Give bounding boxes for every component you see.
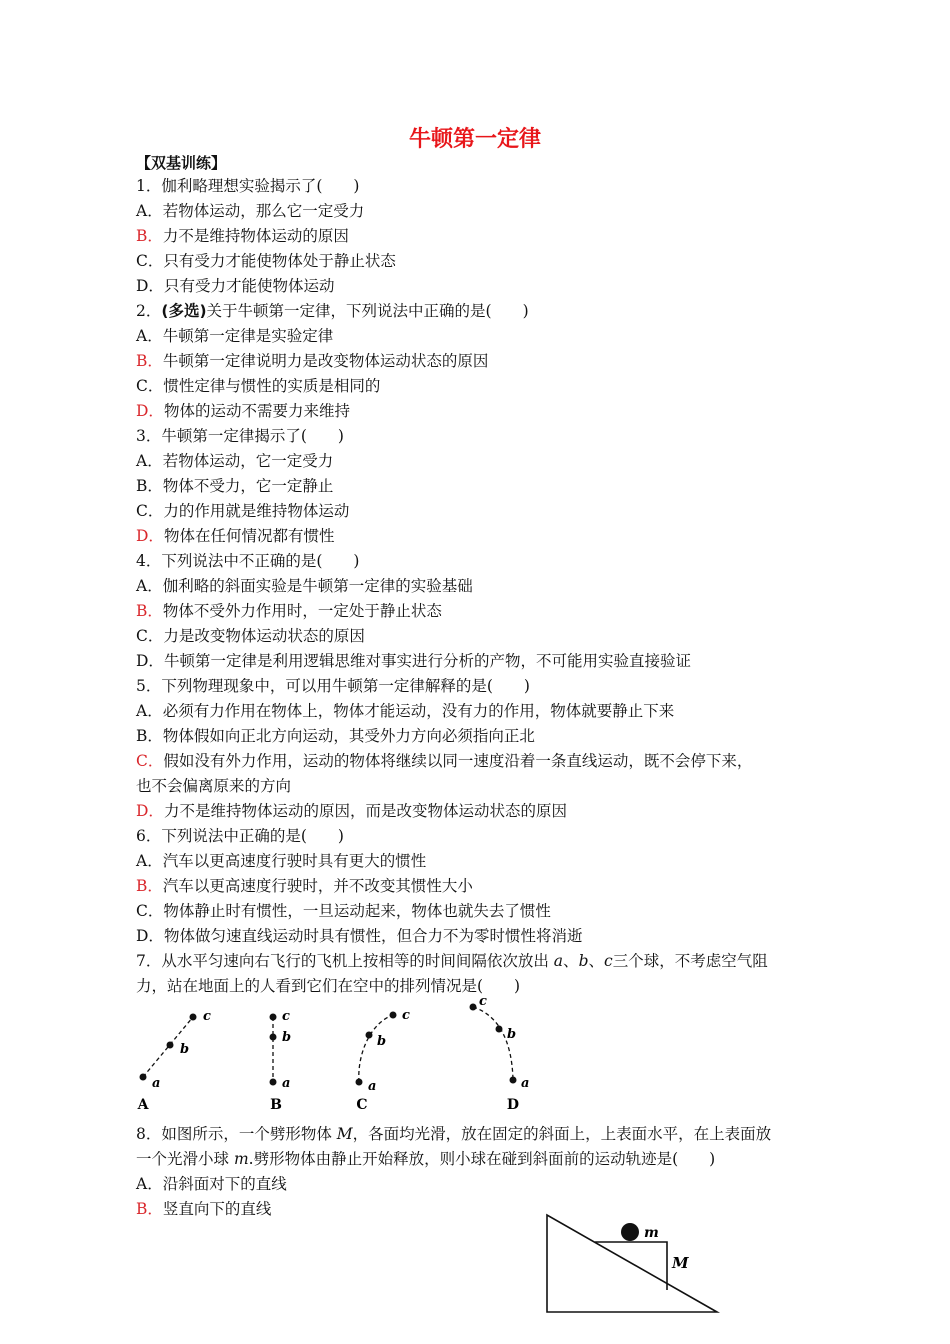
multi-select-tag: (多选) [161,302,207,320]
q7-figure [130,995,550,1115]
q6-option-a: A．汽车以更高速度行驶时具有更大的惯性 [136,852,427,870]
ball-m [621,1223,639,1241]
q3-option-a: A．若物体运动，它一定受力 [136,452,334,470]
q5-option-c: C．假如没有外力作用，运动的物体将继续以同一速度沿着一条直线运动，既不会停下来， [136,752,753,770]
q7-option-d-figure [470,995,530,1113]
q7-stem-cont: 力，站在地面上的人看到它们在空中的排列情况是( ) [136,977,521,995]
svg-text:c: c [203,1009,211,1024]
q4-stem: 4．下列说法中不正确的是( ) [136,552,360,570]
svg-text:b: b [377,1034,387,1049]
q8-block [136,1122,816,1222]
svg-text:A: A [137,1097,149,1113]
q2-option-a: A．牛顿第一定律是实验定律 [136,327,334,345]
ball-b [270,1034,277,1041]
svg-text:a: a [152,1076,161,1091]
q4-option-a: A．伽利略的斜面实验是牛顿第一定律的实验基础 [136,577,473,595]
q3-option-b: B．物体不受力，它一定静止 [136,477,334,495]
q2-option-c: C．惯性定律与惯性的实质是相同的 [136,377,381,395]
svg-text:m: m [644,1225,659,1241]
q7-option-b-figure [270,1009,292,1113]
svg-text:c: c [479,995,487,1009]
q8-figure [540,1210,730,1320]
q4-option-c: C．力是改变物体运动状态的原因 [136,627,365,645]
q6-stem: 6．下列说法中正确的是( ) [136,827,344,845]
ball-c [470,1004,477,1011]
svg-text:M: M [672,1254,689,1272]
q6-option-c: C．物体静止时有惯性，一旦运动起来，物体也就失去了惯性 [136,902,551,920]
q2-option-d: D．物体的运动不需要力来维持 [136,402,350,420]
svg-text:b: b [180,1042,190,1057]
q8-stem-cont: 一个光滑小球 m.劈形物体由静止开始释放，则小球在碰到斜面前的运动轨迹是( ) [136,1150,716,1168]
ball-c [190,1014,197,1021]
q6-option-b: B．汽车以更高速度行驶时，并不改变其惯性大小 [136,877,473,895]
q7-option-c-figure [356,1008,411,1113]
q7-stem: 7．从水平匀速向右飞行的飞机上按相等的时间间隔依次放出 a、b、c三个球，不考虑空气阻 [136,952,768,970]
ball-b [366,1032,373,1039]
q6-option-d: D．物体做匀速直线运动时具有惯性，但合力不为零时惯性将消逝 [136,927,583,945]
q3-option-c: C．力的作用就是维持物体运动 [136,502,350,520]
q4-option-d: D．牛顿第一定律是利用逻辑思维对事实进行分析的产物，不可能用实验直接验证 [136,652,691,670]
q1-stem: 1．伽利略理想实验揭示了( ) [136,177,360,195]
svg-text:c: c [282,1009,290,1024]
svg-text:a: a [521,1076,530,1091]
q8-stem: 8．如图所示，一个劈形物体 M，各面均光滑，放在固定的斜面上，上表面水平，在上表面放 [136,1125,772,1143]
q1-option-d: D．只有受力才能使物体运动 [136,277,335,295]
svg-text:D: D [506,1097,520,1113]
svg-text:b: b [282,1030,292,1045]
q5-option-c-cont: 也不会偏离原来的方向 [136,777,292,795]
page-title: 牛顿第一定律 [408,127,541,152]
ball-a [140,1074,147,1081]
question-list [136,174,816,999]
ball-b [167,1042,174,1049]
q8-option-a: A．沿斜面对下的直线 [136,1175,287,1193]
q3-option-d: D．物体在任何情况都有惯性 [136,527,335,545]
ball-c [270,1014,277,1021]
q5-option-b: B．物体假如向正北方向运动，其受外力方向必须指向正北 [136,727,535,745]
ball-a [270,1079,277,1086]
ball-a [510,1077,517,1084]
q4-option-b: B．物体不受外力作用时，一定处于静止状态 [136,602,442,620]
ball-a [356,1079,363,1086]
ball-c [390,1012,397,1019]
q5-option-d: D．力不是维持物体运动的原因，而是改变物体运动状态的原因 [136,802,567,820]
q5-option-a: A．必须有力作用在物体上，物体才能运动，没有力的作用，物体就要静止下来 [136,702,675,720]
svg-text:C: C [356,1097,368,1113]
section-heading: 【双基训练】 [136,154,227,172]
svg-text:c: c [402,1008,410,1023]
q3-stem: 3．牛顿第一定律揭示了( ) [136,427,344,445]
q1-option-c: C．只有受力才能使物体处于静止状态 [136,252,396,270]
ball-b [496,1026,503,1033]
q2-stem: 2．(多选)关于牛顿第一定律，下列说法中正确的是( ) [136,302,529,320]
svg-text:a: a [282,1076,291,1091]
q1-option-a: A．若物体运动，那么它一定受力 [136,202,365,220]
q8-option-b: B．竖直向下的直线 [136,1200,272,1218]
svg-text:b: b [507,1027,517,1042]
svg-text:a: a [368,1079,377,1094]
q7-option-a-figure [137,1009,211,1113]
svg-text:B: B [270,1097,282,1113]
q1-option-b: B．力不是维持物体运动的原因 [136,227,349,245]
q2-option-b: B．牛顿第一定律说明力是改变物体运动状态的原因 [136,352,489,370]
q5-stem: 5．下列物理现象中，可以用牛顿第一定律解释的是( ) [136,677,530,695]
